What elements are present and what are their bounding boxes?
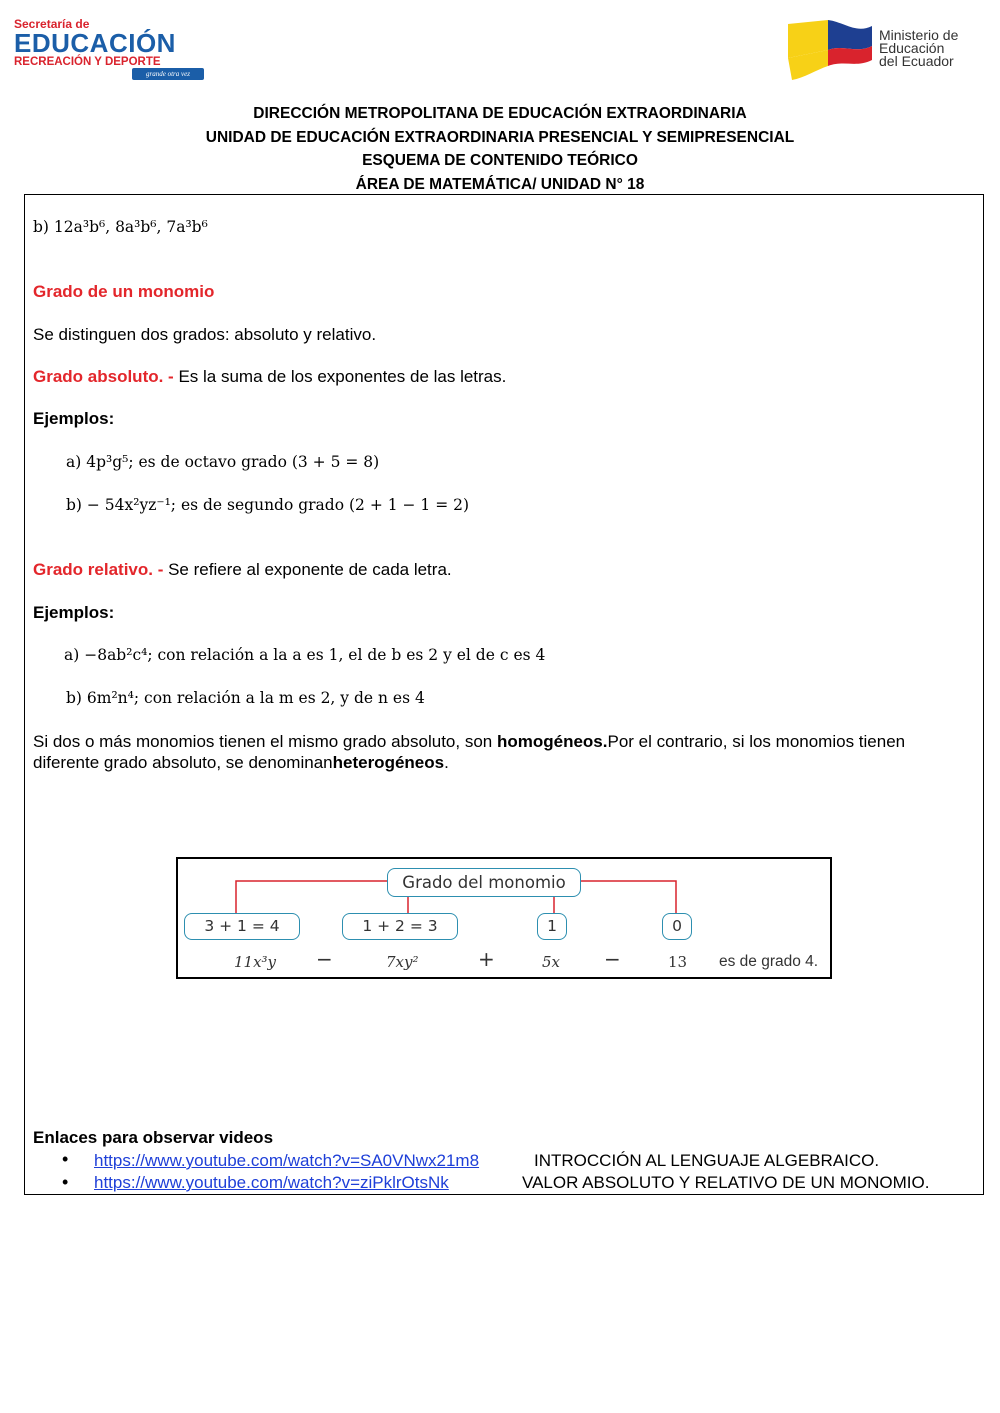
grado-relativo-label: Grado relativo. -	[33, 560, 164, 579]
video-desc-1: INTROCCIÓN AL LENGUAJE ALGEBRAICO.	[534, 1151, 880, 1170]
homogeneos-line-1	[33, 732, 905, 752]
video-link-1[interactable]: https://www.youtube.com/watch?v=SA0VNwx21m8	[94, 1151, 480, 1170]
ministerio-text	[879, 29, 958, 68]
links-heading: Enlaces para observar videos	[33, 1128, 274, 1147]
ministerio-educacion-logo	[786, 20, 986, 82]
ejemplos-label-1: Ejemplos:	[33, 409, 115, 428]
diagram-title: Grado del monomio	[387, 868, 581, 897]
bullet-1: •	[62, 1149, 69, 1169]
grado-monomio-diagram	[176, 857, 832, 979]
example-b-list: b) 12a³b⁶, 8a³b⁶, 7a³b⁶	[33, 218, 208, 236]
ministerio-line-3: del Ecuador	[879, 53, 954, 69]
degree-box-term-4: 0	[662, 913, 692, 940]
degree-box-term-1: 3 + 1 = 4	[184, 913, 300, 940]
homogeneos-term: homogéneos.	[496, 732, 608, 751]
operator-1: −	[316, 947, 333, 971]
ministerio-line-1: Ministerio de	[879, 27, 959, 43]
homogeneos-text-1: Si dos o más monomios tienen el mismo grado absoluto, son	[33, 732, 497, 751]
logo-tagline: grande otra vez	[132, 68, 204, 80]
ejemplos-label-2: Ejemplos:	[33, 603, 115, 622]
heading-area: ÁREA DE MATEMÁTICA/ UNIDAD N° 18	[355, 175, 645, 193]
operator-2: +	[478, 947, 495, 971]
document-headings	[0, 102, 1000, 196]
bullet-2: •	[62, 1172, 69, 1192]
secretaria-educacion-logo	[14, 18, 196, 80]
homogeneos-line-2	[33, 753, 449, 773]
degree-box-term-2: 1 + 2 = 3	[342, 913, 458, 940]
heading-unidad: UNIDAD DE EDUCACIÓN EXTRAORDINARIA PRESENCIAL Y SEMIPRESENCIAL	[205, 128, 795, 146]
grados-intro: Se distinguen dos grados: absoluto y relativo.	[33, 325, 377, 344]
absoluto-example-b: b) − 54x²yz⁻¹; es de segundo grado (2 + 1 − 1 = 2)	[66, 496, 470, 514]
heading-direccion: DIRECCIÓN METROPOLITANA DE EDUCACIÓN EXTRAORDINARIA	[253, 105, 747, 122]
degree-result: es de grado 4.	[719, 953, 819, 970]
absoluto-example-a: a) 4p³g⁵; es de octavo grado (3 + 5 = 8)	[66, 453, 380, 471]
heterogeneos-text-2: .	[444, 753, 449, 772]
term-2: 7xy²	[386, 953, 419, 971]
homogeneos-text-2: Por el contrario, si los monomios tienen	[607, 732, 906, 751]
grado-relativo-text: Se refiere al exponente de cada letra.	[163, 560, 452, 579]
heterogeneos-text-1: diferente grado absoluto, se denominan	[33, 753, 333, 772]
logo-line-2: EDUCACIÓN	[14, 28, 176, 58]
grado-relativo-definition	[33, 560, 452, 580]
relativo-example-b: b) 6m²n⁴; con relación a la m es 2, y de n es 4	[66, 689, 425, 707]
logo-line-3: RECREACIÓN Y DEPORTE	[14, 56, 161, 68]
term-4: 13	[668, 953, 688, 971]
operator-3: −	[604, 947, 621, 971]
term-3: 5x	[542, 953, 561, 971]
video-desc-2: VALOR ABSOLUTO Y RELATIVO DE UN MONOMIO.	[522, 1173, 930, 1192]
connector-right	[579, 881, 676, 913]
grado-absoluto-text: Es la suma de los exponentes de las letras.	[173, 367, 507, 386]
grado-absoluto-definition	[33, 367, 506, 387]
logo-line-1: Secretaría de	[14, 17, 90, 31]
ecuador-flag-icon	[786, 20, 874, 80]
degree-box-term-3: 1	[537, 913, 567, 940]
heterogeneos-term: heterogéneos	[332, 753, 445, 772]
grado-absoluto-label: Grado absoluto. -	[33, 367, 174, 386]
term-1: 11x³y	[234, 953, 277, 971]
ministerio-line-2: Educación	[879, 40, 945, 56]
relativo-example-a: a) −8ab²c⁴; con relación a la a es 1, el de b es 2 y el de c es 4	[64, 646, 546, 664]
video-link-2[interactable]: https://www.youtube.com/watch?v=ziPklrOtsNk	[94, 1173, 449, 1192]
grado-monomio-heading: Grado de un monomio	[33, 282, 215, 301]
connector-left	[236, 881, 388, 913]
heading-esquema: ESQUEMA DE CONTENIDO TEÓRICO	[362, 152, 638, 169]
